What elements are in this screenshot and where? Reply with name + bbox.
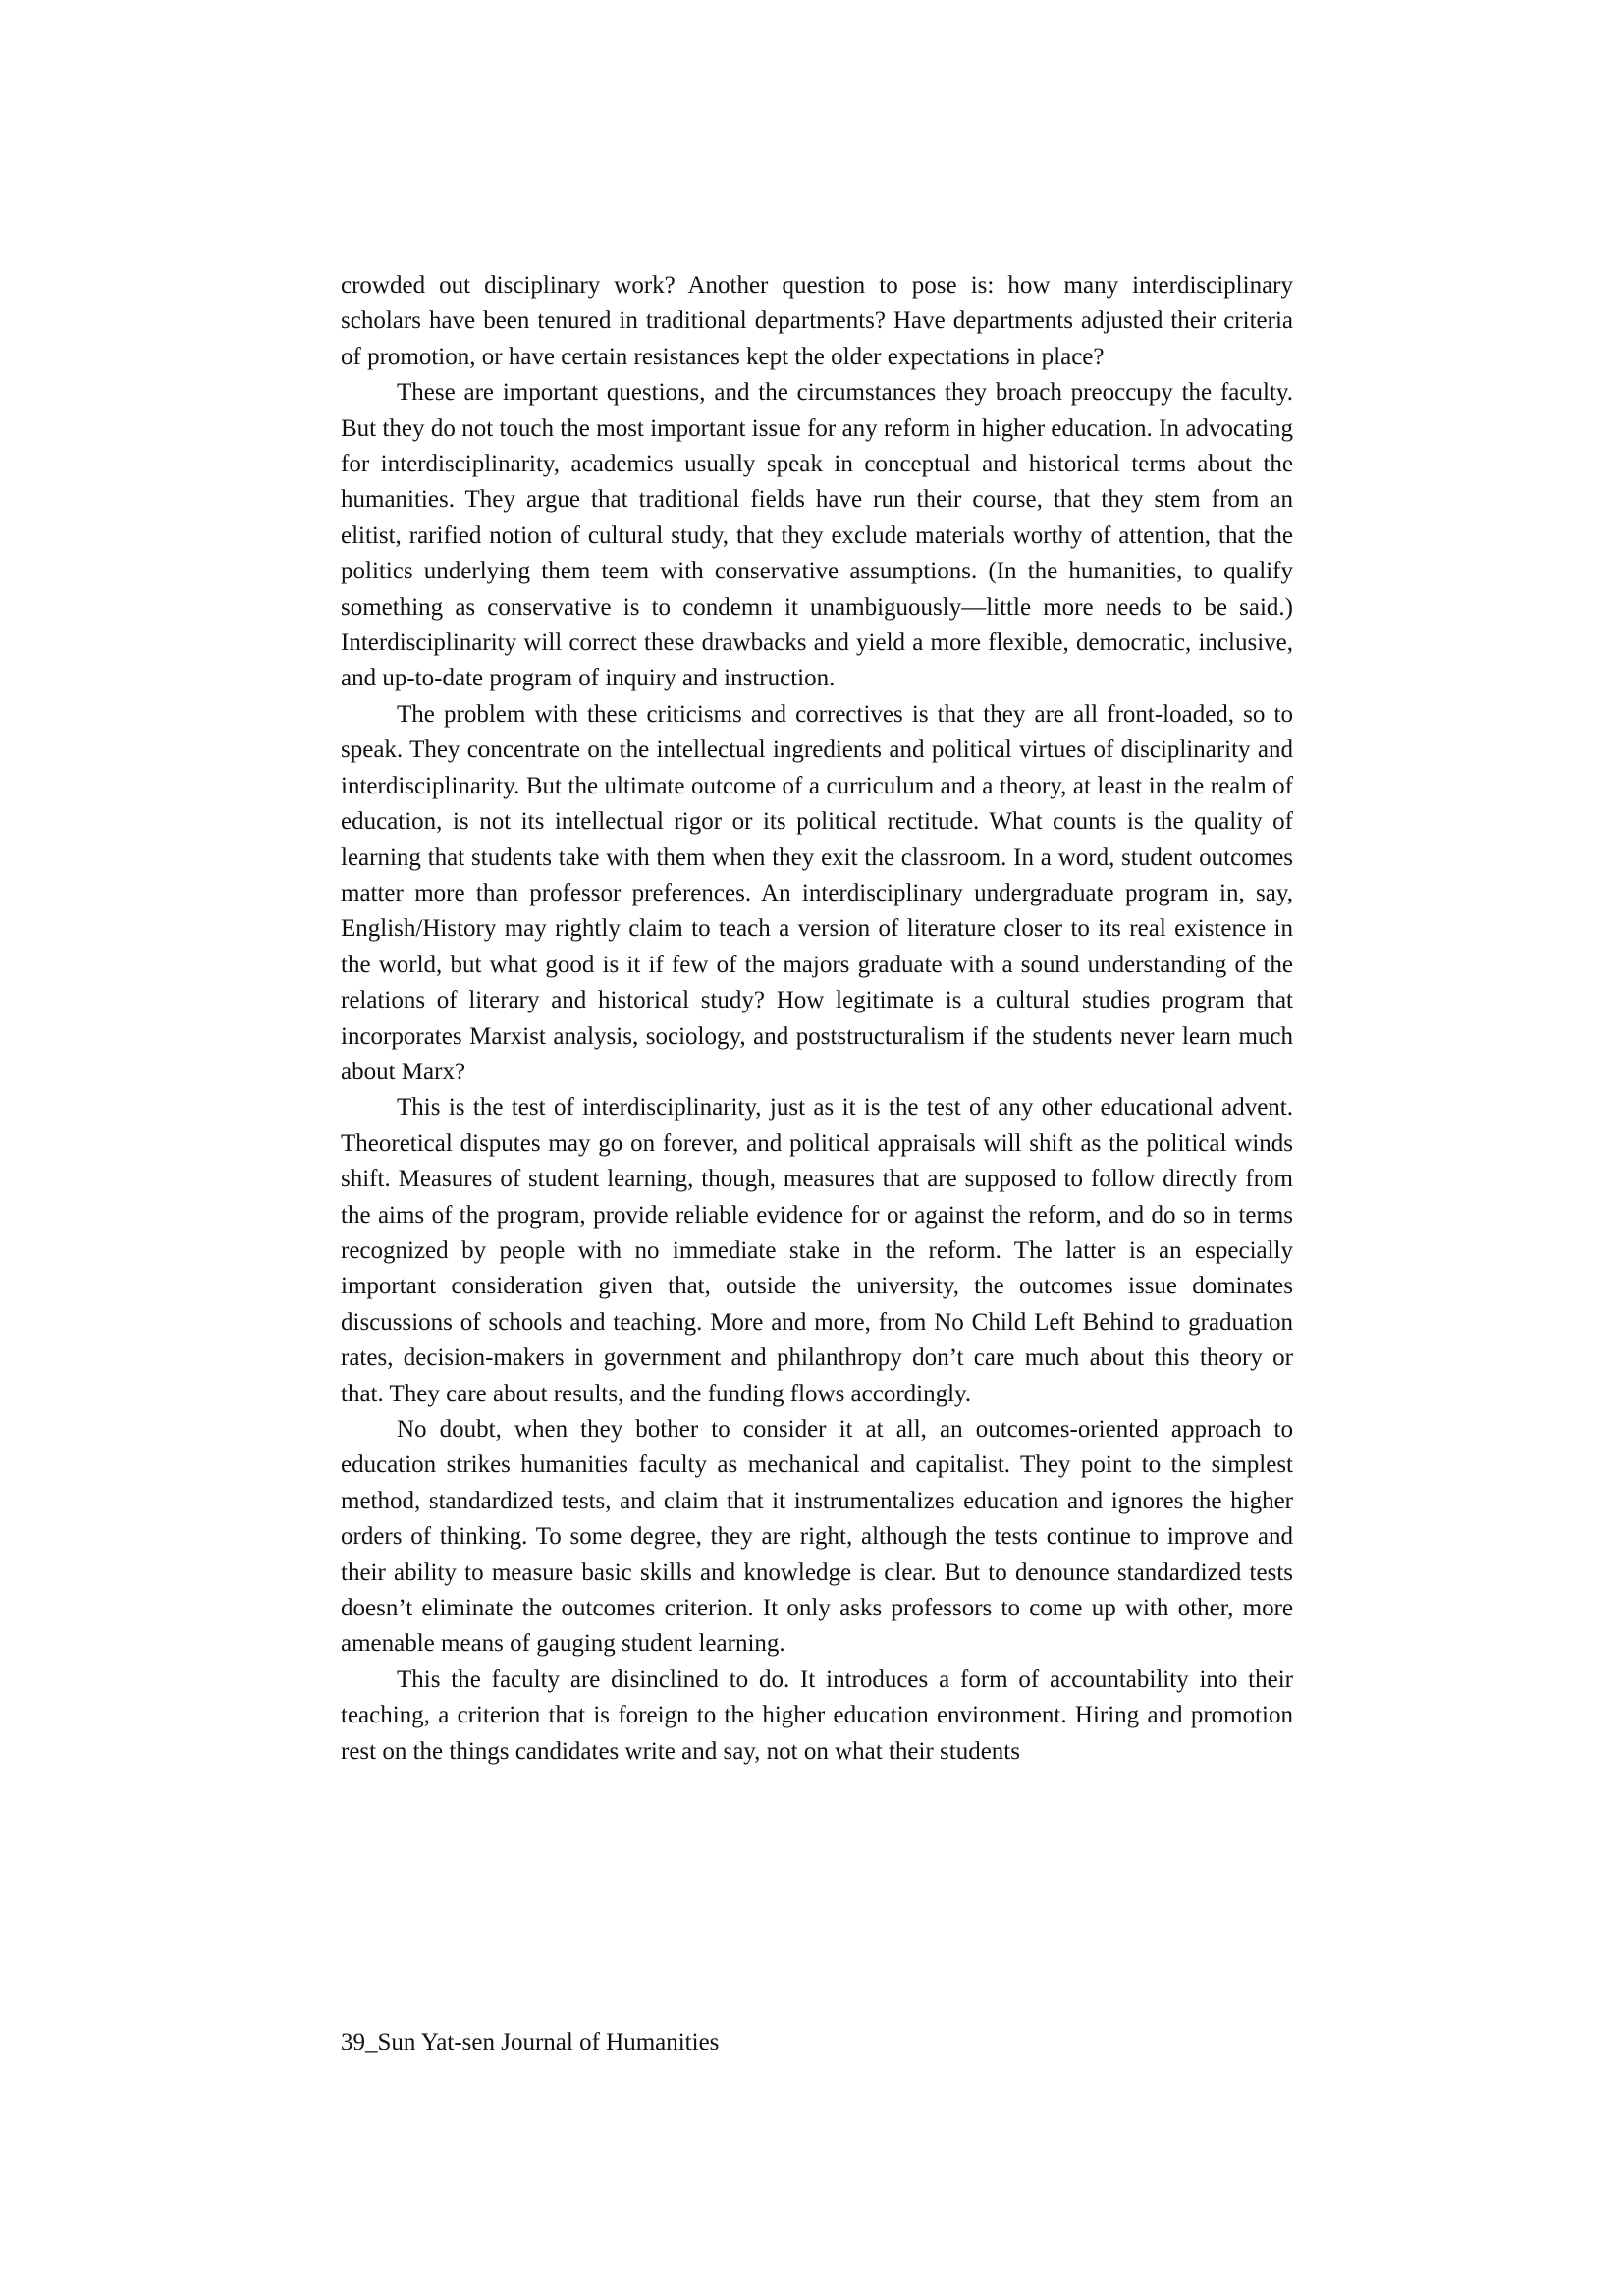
paragraph-4: This is the test of interdisciplinarity, just as it is the test of any other educational advent. Theoretical disputes may go on forever, and political appraisals will shift as the political winds shift. Measures of student learning, though, measures that are supposed to follow directly from the aims of the program, provide reliable evidence for or against the reform, and do so in terms recognized by people with no immediate stake in the reform. The latter is an especially important consideration given that, outside the university, the outcomes issue dominates discussions of schools and teaching. More and more, from No Child Left Behind to graduation rates, decision-makers in government and philanthropy don’t care much about this theory or that. They care about results, and the funding flows accordingly.: [341, 1094, 1293, 1407]
paragraph-2: These are important questions, and the circumstances they broach preoccupy the faculty. But they do not touch the most important issue for any reform in higher education. In advocating for interdisciplinarity, academics usually speak in conceptual and historical terms about the humanities. They argue that traditional fields have run their course, that they stem from an elitist, rarified notion of cultural study, that they exclude materials worthy of attention, that the politics underlying them teem with conservative assumptions. (In the humanities, to qualify something as conservative is to condemn it unambiguously—little more needs to be said.) Interdisciplinarity will correct these drawbacks and yield a more flexible, democratic, inclusive, and up-to-date program of inquiry and instruction.: [341, 379, 1293, 692]
paragraph-1: crowded out disciplinary work? Another question to pose is: how many interdisciplinary scholars have been tenured in traditional departments? Have departments adjusted their criteria of promotion, or have certain resistances kept the older expectations in place?: [341, 272, 1293, 370]
article-body: [341, 268, 1293, 1770]
paragraph-6: This the faculty are disinclined to do. It introduces a form of accountability into their teaching, a criterion that is foreign to the higher education environment. Hiring and promotion rest on the things candidates write and say, not on what their students: [341, 1666, 1293, 1765]
page-footer: 39_Sun Yat-sen Journal of Humanities: [341, 2029, 720, 2055]
paragraph-5: No doubt, when they bother to consider it at all, an outcomes-oriented approach to education strikes humanities faculty as mechanical and capitalist. They point to the simplest method, standardized tests, and claim that it instrumentalizes education and ignores the higher orders of thinking. To some degree, they are right, although the tests continue to improve and their ability to measure basic skills and knowledge is clear. But to denounce standardized tests doesn’t eliminate the outcomes criterion. It only asks professors to come up with other, more amenable means of gauging student learning.: [341, 1416, 1293, 1658]
paragraph-3: The problem with these criticisms and correctives is that they are all front-loaded, so to speak. They concentrate on the intellectual ingredients and political virtues of disciplinarity and interdisciplinarity. But the ultimate outcome of a curriculum and a theory, at least in the realm of education, is not its intellectual rigor or its political rectitude. What counts is the quality of learning that students take with them when they exit the classroom. In a word, student outcomes matter more than professor preferences. An interdisciplinary undergraduate program in, say, English/History may rightly claim to teach a version of literature closer to its real existence in the world, but what good is it if few of the majors graduate with a sound understanding of the relations of literary and historical study? How legitimate is a cultural studies program that incorporates Marxist analysis, sociology, and poststructuralism if the students never learn much about Marx?: [341, 700, 1293, 1085]
